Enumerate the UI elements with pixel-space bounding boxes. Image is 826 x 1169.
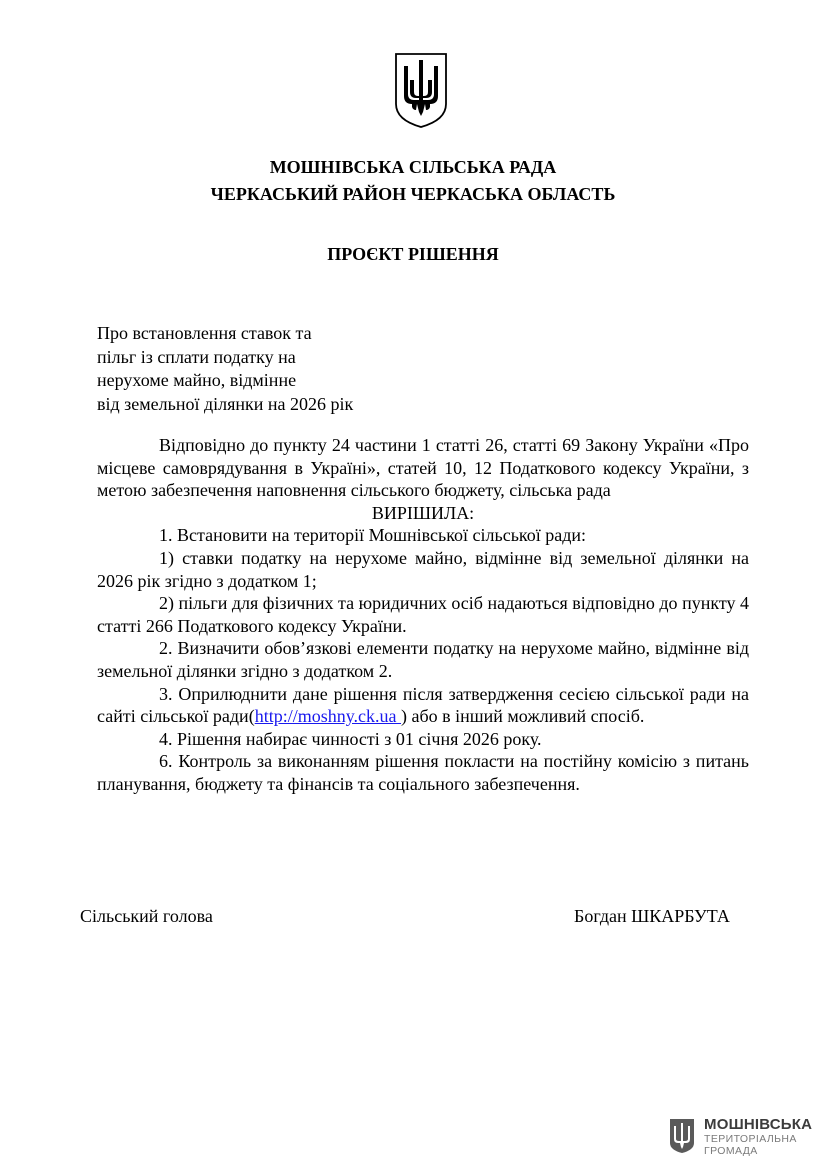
website-link[interactable]: http://moshny.ck.ua — [254, 706, 402, 727]
logo-title: МОШНІВСЬКА — [704, 1116, 813, 1133]
signatory-name: Богдан ШКАРБУТА — [574, 906, 730, 926]
decision-body — [97, 434, 749, 796]
preamble-paragraph: Відповідно до пункту 24 частини 1 статті 26, статті 69 Закону України «Про місцеве самоврядування в Україні», статей 10, 12 Податкового кодексу України, з метою забезпечення наповнення сільського бюджету, сільська рада — [97, 435, 749, 501]
community-logo — [668, 1116, 813, 1157]
subject-line: нерухоме майно, відмінне — [97, 370, 297, 390]
item-3 — [97, 683, 749, 728]
item-1-2: 2) пільги для фізичних та юридичних осіб надаються відповідно до пункту 4 статті 266 Податкового кодексу України. — [97, 593, 749, 636]
item-1: 1. Встановити на території Мошнівської сільської ради: — [159, 525, 587, 546]
item-4: 4. Рішення набирає чинності з 01 січня 2026 року. — [159, 728, 542, 749]
item-2: 2. Визначити обов’язкові елементи податку на нерухоме майно, відмінне від земельної ділянки згідно з додатком 2. — [97, 638, 749, 681]
logo-subtitle: ТЕРИТОРІАЛЬНА — [704, 1133, 797, 1145]
decision-subject — [97, 322, 353, 416]
item-3-text: 3. Оприлюднити дане рішення після затвердження сесією сільської ради на сайті сільської ради( — [97, 683, 749, 727]
item-3-text-end: ) або в інший можливий спосіб. — [401, 706, 645, 727]
logo-subtitle: ГРОМАДА — [704, 1145, 758, 1157]
district-name: ЧЕРКАСЬКИЙ РАЙОН ЧЕРКАСЬКА ОБЛАСТЬ — [210, 184, 616, 204]
subject-line: від земельної ділянки на 2026 рік — [97, 393, 354, 414]
trident-coat-of-arms-icon — [392, 50, 450, 130]
trident-logo-icon — [668, 1117, 696, 1155]
council-name: МОШНІВСЬКА СІЛЬСЬКА РАДА — [269, 157, 557, 177]
document-type-title: ПРОЄКТ РІШЕННЯ — [327, 244, 499, 264]
decided-heading: ВИРІШИЛА: — [371, 502, 475, 523]
item-6: 6. Контроль за виконанням рішення покласти на постійну комісію з питань планування, бюджету та фінансів та соціального забезпечення. — [97, 751, 749, 794]
subject-line: Про встановлення ставок та — [97, 323, 312, 343]
signatory-position: Сільський голова — [80, 906, 213, 926]
subject-line: пільг із сплати податку на — [97, 346, 296, 367]
item-1-1: 1) ставки податку на нерухоме майно, відмінне від земельної ділянки на 2026 рік згідно з додатком 1; — [97, 547, 749, 591]
